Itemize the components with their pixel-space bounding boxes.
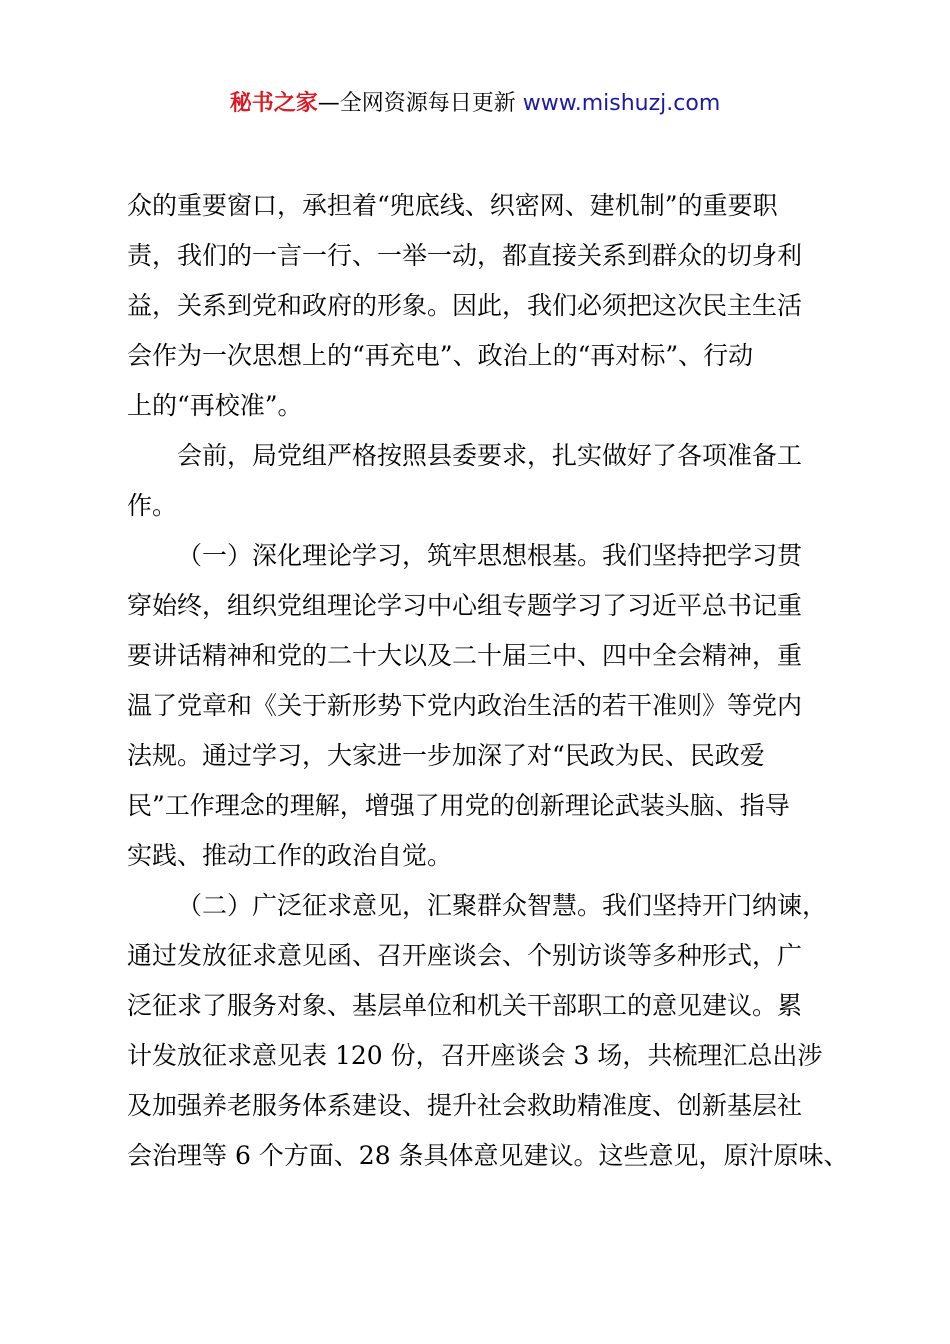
paragraph	[127, 181, 832, 431]
text-line: 会作为一次思想上的“再充电”、政治上的“再对标”、行动	[127, 341, 754, 370]
text-line: 作。	[127, 491, 178, 520]
text-line: 计发放征求意见表 120 份，召开座谈会 3 场，共梳理汇总出涉	[127, 1041, 823, 1070]
text-line: 益，关系到党和政府的形象。因此，我们必须把这次民主生活	[127, 291, 803, 320]
text-line: 实践、推动工作的政治自觉。	[127, 841, 453, 870]
header-tagline: —全网资源每日更新	[317, 91, 523, 116]
text-line: 会前，局党组严格按照县委要求，扎实做好了各项准备工	[177, 441, 803, 470]
brand-name: 秘书之家	[229, 91, 318, 116]
text-line: 众的重要窗口，承担着“兜底线、织密网、建机制”的重要职	[127, 191, 778, 220]
text-line: 泛征求了服务对象、基层单位和机关干部职工的意见建议。累	[127, 991, 803, 1020]
text-line: 穿始终，组织党组理论学习中心组专题学习了习近平总书记重	[127, 591, 803, 620]
paragraph	[127, 531, 832, 881]
text-line: 上的“再校准”。	[127, 391, 303, 420]
text-line: 责，我们的一言一行、一举一动，都直接关系到群众的切身利	[127, 241, 803, 270]
page-header	[0, 88, 950, 120]
document-body	[127, 181, 849, 1181]
text-line: 会治理等 6 个方面、28 条具体意见建议。这些意见，原汁原味、	[127, 1141, 849, 1170]
text-line: 法规。通过学习，大家进一步加深了对“民政为民、民政爱	[127, 741, 765, 770]
text-line: 温了党章和《关于新形势下党内政治生活的若干准则》等党内	[127, 691, 803, 720]
text-line: （一）深化理论学习，筑牢思想根基。我们坚持把学习贯	[177, 541, 803, 570]
text-line: 通过发放征求意见函、召开座谈会、个别访谈等多种形式，广	[127, 941, 803, 970]
paragraph	[127, 881, 849, 1181]
paragraph	[127, 431, 832, 531]
website-link[interactable]: www.mishuzj.com	[522, 91, 721, 116]
text-line: 及加强养老服务体系建设、提升社会救助精准度、创新基层社	[127, 1091, 803, 1120]
text-line: 要讲话精神和党的二十大以及二十届三中、四中全会精神，重	[127, 641, 803, 670]
text-line: （二）广泛征求意见，汇聚群众智慧。我们坚持开门纳谏，	[177, 891, 828, 920]
text-line: 民”工作理念的理解，增强了用党的创新理论武装头脑、指导	[127, 791, 790, 820]
